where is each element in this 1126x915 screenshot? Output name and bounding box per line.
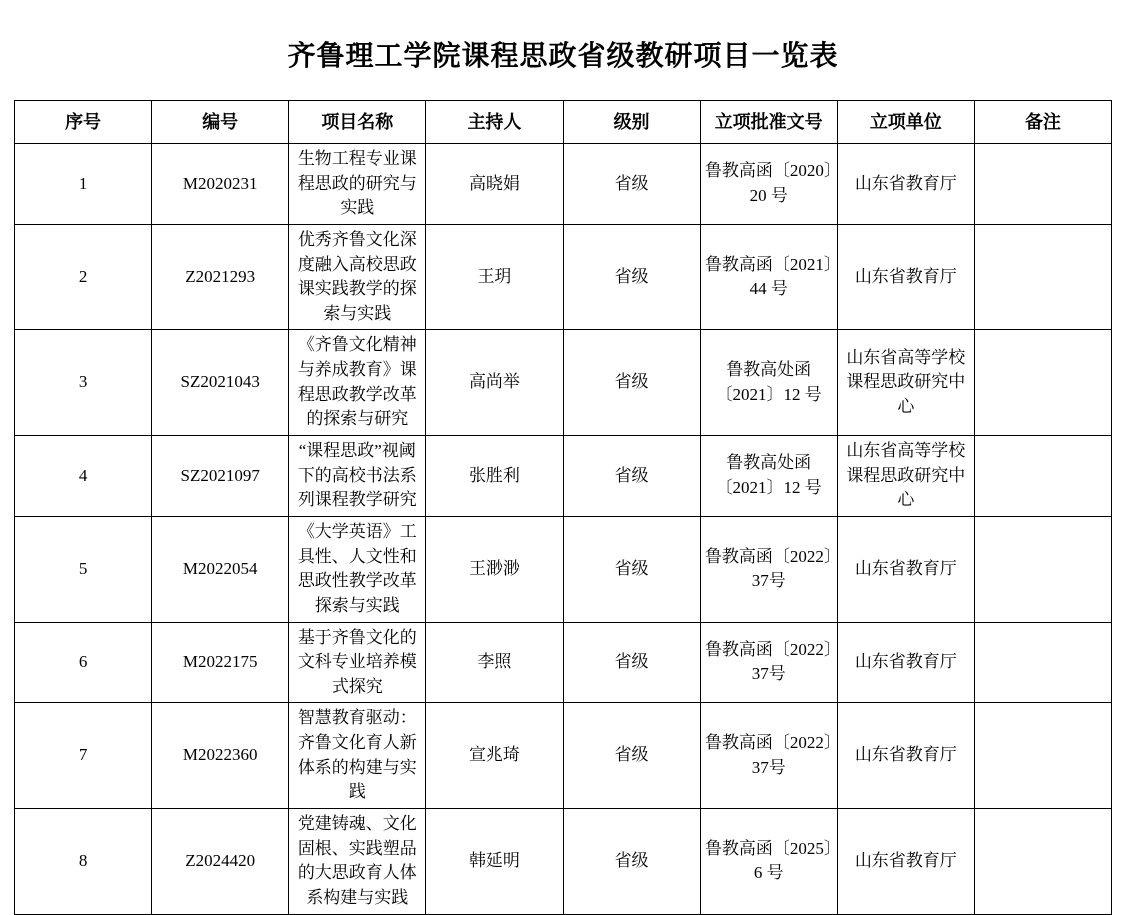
cell-note	[974, 703, 1111, 809]
cell-note	[974, 622, 1111, 703]
cell-doc: 鲁教高处函〔2021〕12 号	[700, 436, 837, 517]
cell-note	[974, 809, 1111, 915]
cell-host: 宣兆琦	[426, 703, 563, 809]
cell-doc: 鲁教高函〔2021〕44 号	[700, 224, 837, 330]
cell-note	[974, 144, 1111, 225]
cell-code: M2022360	[152, 703, 289, 809]
cell-code: SZ2021043	[152, 330, 289, 436]
column-header-note: 备注	[974, 101, 1111, 144]
table-header-row	[15, 101, 1112, 144]
cell-doc: 鲁教高函〔2022〕37号	[700, 622, 837, 703]
cell-seq: 3	[15, 330, 152, 436]
cell-name: 《大学英语》工具性、人文性和思政性教学改革探索与实践	[289, 516, 426, 622]
cell-seq: 6	[15, 622, 152, 703]
table-row	[15, 703, 1112, 809]
cell-level: 省级	[563, 436, 700, 517]
cell-name: “课程思政”视阈下的高校书法系列课程教学研究	[289, 436, 426, 517]
cell-note	[974, 516, 1111, 622]
cell-seq: 4	[15, 436, 152, 517]
cell-seq: 8	[15, 809, 152, 915]
cell-code: Z2024420	[152, 809, 289, 915]
cell-seq: 1	[15, 144, 152, 225]
table-row	[15, 809, 1112, 915]
table-row	[15, 516, 1112, 622]
cell-host: 王渺渺	[426, 516, 563, 622]
cell-unit: 山东省教育厅	[837, 703, 974, 809]
cell-unit: 山东省教育厅	[837, 516, 974, 622]
table-row	[15, 436, 1112, 517]
table-row	[15, 224, 1112, 330]
page-title: 齐鲁理工学院课程思政省级教研项目一览表	[287, 41, 839, 72]
cell-code: SZ2021097	[152, 436, 289, 517]
cell-level: 省级	[563, 809, 700, 915]
cell-seq: 7	[15, 703, 152, 809]
cell-host: 张胜利	[426, 436, 563, 517]
table-row	[15, 144, 1112, 225]
cell-note	[974, 224, 1111, 330]
cell-code: M2022054	[152, 516, 289, 622]
cell-code: Z2021293	[152, 224, 289, 330]
cell-name: 基于齐鲁文化的文科专业培养模式探究	[289, 622, 426, 703]
cell-host: 李照	[426, 622, 563, 703]
cell-level: 省级	[563, 224, 700, 330]
cell-unit: 山东省教育厅	[837, 224, 974, 330]
cell-host: 韩延明	[426, 809, 563, 915]
cell-level: 省级	[563, 330, 700, 436]
cell-unit: 山东省教育厅	[837, 144, 974, 225]
column-header-doc: 立项批准文号	[700, 101, 837, 144]
cell-unit: 山东省高等学校课程思政研究中心	[837, 330, 974, 436]
cell-code: M2022175	[152, 622, 289, 703]
column-header-seq: 序号	[15, 101, 152, 144]
cell-doc: 鲁教高处函〔2021〕12 号	[700, 330, 837, 436]
cell-name: 《齐鲁文化精神与养成教育》课程思政教学改革的探索与研究	[289, 330, 426, 436]
column-header-name: 项目名称	[289, 101, 426, 144]
cell-host: 王玥	[426, 224, 563, 330]
cell-level: 省级	[563, 622, 700, 703]
cell-doc: 鲁教高函〔2022〕37号	[700, 703, 837, 809]
cell-code: M2020231	[152, 144, 289, 225]
column-header-host: 主持人	[426, 101, 563, 144]
cell-level: 省级	[563, 144, 700, 225]
cell-doc: 鲁教高函〔2020〕20 号	[700, 144, 837, 225]
column-header-level: 级别	[563, 101, 700, 144]
cell-name: 党建铸魂、文化固根、实践塑品的大思政育人体系构建与实践	[289, 809, 426, 915]
cell-note	[974, 436, 1111, 517]
cell-name: 智慧教育驱动：齐鲁文化育人新体系的构建与实践	[289, 703, 426, 809]
cell-doc: 鲁教高函〔2022〕37号	[700, 516, 837, 622]
project-list-table	[14, 100, 1112, 915]
table-row	[15, 330, 1112, 436]
cell-unit: 山东省高等学校课程思政研究中心	[837, 436, 974, 517]
cell-host: 高尚举	[426, 330, 563, 436]
cell-seq: 5	[15, 516, 152, 622]
column-header-code: 编号	[152, 101, 289, 144]
cell-level: 省级	[563, 516, 700, 622]
cell-name: 生物工程专业课程思政的研究与实践	[289, 144, 426, 225]
table-row	[15, 622, 1112, 703]
column-header-unit: 立项单位	[837, 101, 974, 144]
cell-seq: 2	[15, 224, 152, 330]
cell-host: 高晓娟	[426, 144, 563, 225]
cell-name: 优秀齐鲁文化深度融入高校思政课实践教学的探索与实践	[289, 224, 426, 330]
cell-doc: 鲁教高函〔2025〕6 号	[700, 809, 837, 915]
cell-unit: 山东省教育厅	[837, 622, 974, 703]
cell-level: 省级	[563, 703, 700, 809]
cell-unit: 山东省教育厅	[837, 809, 974, 915]
table-body	[15, 144, 1112, 915]
cell-note	[974, 330, 1111, 436]
